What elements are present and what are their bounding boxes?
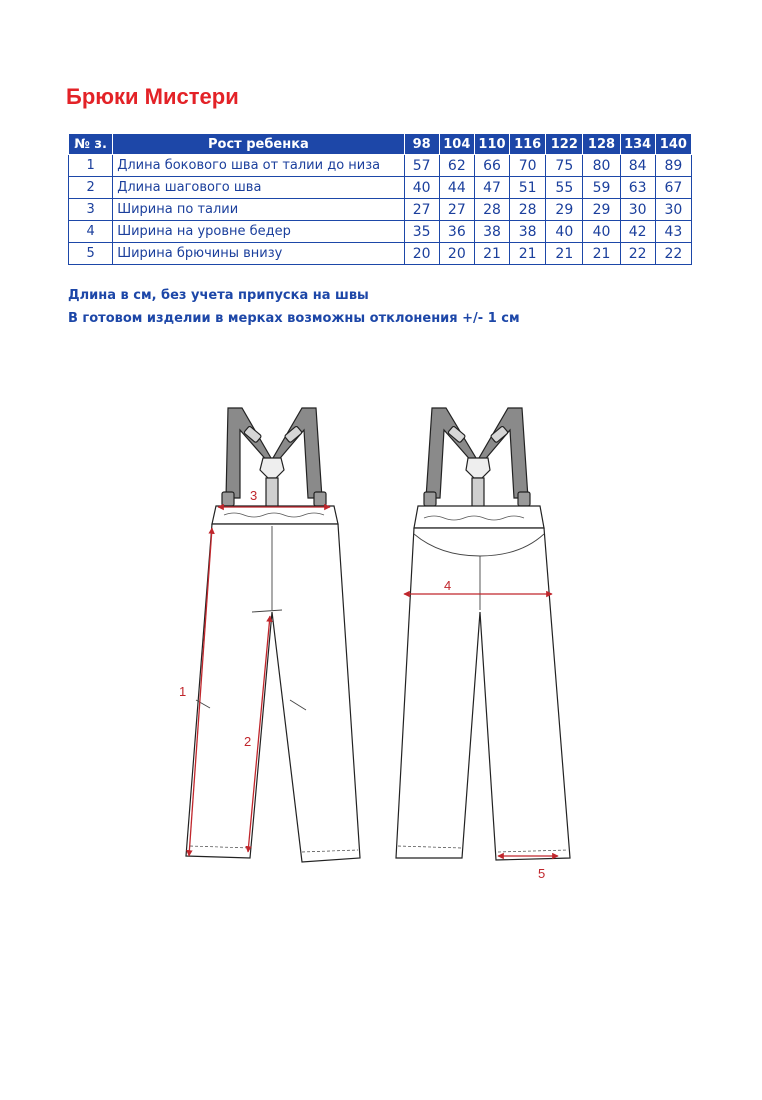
row-value: 55 <box>546 177 583 199</box>
row-value: 20 <box>439 243 474 265</box>
row-value: 22 <box>620 243 655 265</box>
front-view <box>186 408 360 862</box>
row-value: 28 <box>474 199 509 221</box>
row-value: 35 <box>404 221 439 243</box>
row-value: 57 <box>404 155 439 177</box>
row-number: 2 <box>69 177 113 199</box>
trousers-back-body <box>396 528 570 860</box>
measure-label-5: 5 <box>538 866 546 881</box>
row-value: 36 <box>439 221 474 243</box>
header-size: 122 <box>546 134 583 155</box>
row-value: 21 <box>583 243 620 265</box>
page-title: Брюки Мистери <box>66 84 239 109</box>
row-value: 67 <box>655 177 691 199</box>
header-size: 134 <box>620 134 655 155</box>
row-value: 42 <box>620 221 655 243</box>
back-view <box>396 408 570 860</box>
row-value: 75 <box>546 155 583 177</box>
row-number: 4 <box>69 221 113 243</box>
waistband-back <box>414 506 544 528</box>
row-number: 5 <box>69 243 113 265</box>
row-value: 43 <box>655 221 691 243</box>
row-value: 21 <box>510 243 546 265</box>
row-value: 27 <box>404 199 439 221</box>
row-value: 84 <box>620 155 655 177</box>
row-value: 66 <box>474 155 509 177</box>
row-measurement-name: Длина шагового шва <box>113 177 404 199</box>
note-units: Длина в см, без учета припуска на швы <box>68 288 369 303</box>
row-value: 38 <box>510 221 546 243</box>
row-value: 30 <box>620 199 655 221</box>
row-value: 22 <box>655 243 691 265</box>
header-size: 140 <box>655 134 691 155</box>
row-value: 29 <box>583 199 620 221</box>
trousers-front-body <box>186 524 360 862</box>
row-value: 62 <box>439 155 474 177</box>
row-value: 29 <box>546 199 583 221</box>
suspenders-front <box>222 408 326 508</box>
row-value: 70 <box>510 155 546 177</box>
header-height: Рост ребенка <box>113 134 404 155</box>
header-size: 98 <box>404 134 439 155</box>
waistband-front <box>212 506 338 524</box>
measure-label-4: 4 <box>444 578 452 593</box>
row-value: 21 <box>546 243 583 265</box>
row-value: 59 <box>583 177 620 199</box>
row-value: 38 <box>474 221 509 243</box>
row-value: 51 <box>510 177 546 199</box>
row-value: 27 <box>439 199 474 221</box>
row-number: 3 <box>69 199 113 221</box>
row-value: 20 <box>404 243 439 265</box>
row-number: 1 <box>69 155 113 177</box>
row-measurement-name: Длина бокового шва от талии до низа <box>113 155 404 177</box>
row-measurement-name: Ширина на уровне бедер <box>113 221 404 243</box>
header-size: 116 <box>510 134 546 155</box>
row-value: 21 <box>474 243 509 265</box>
measure-label-2: 2 <box>244 734 252 749</box>
header-size: 128 <box>583 134 620 155</box>
row-measurement-name: Ширина брючины внизу <box>113 243 404 265</box>
row-value: 63 <box>620 177 655 199</box>
row-value: 40 <box>583 221 620 243</box>
note-tolerance: В готовом изделии в мерках возможны отклонения +/- 1 см <box>68 311 520 326</box>
row-value: 47 <box>474 177 509 199</box>
measure-label-1: 1 <box>179 684 187 699</box>
row-value: 28 <box>510 199 546 221</box>
row-value: 40 <box>404 177 439 199</box>
row-value: 80 <box>583 155 620 177</box>
row-measurement-name: Ширина по талии <box>113 199 404 221</box>
header-size: 104 <box>439 134 474 155</box>
header-size: 110 <box>474 134 509 155</box>
row-value: 89 <box>655 155 691 177</box>
measure-label-3: 3 <box>250 488 258 503</box>
header-number: № з. <box>69 134 113 155</box>
row-value: 30 <box>655 199 691 221</box>
row-value: 40 <box>546 221 583 243</box>
row-value: 44 <box>439 177 474 199</box>
suspenders-back <box>424 408 530 522</box>
